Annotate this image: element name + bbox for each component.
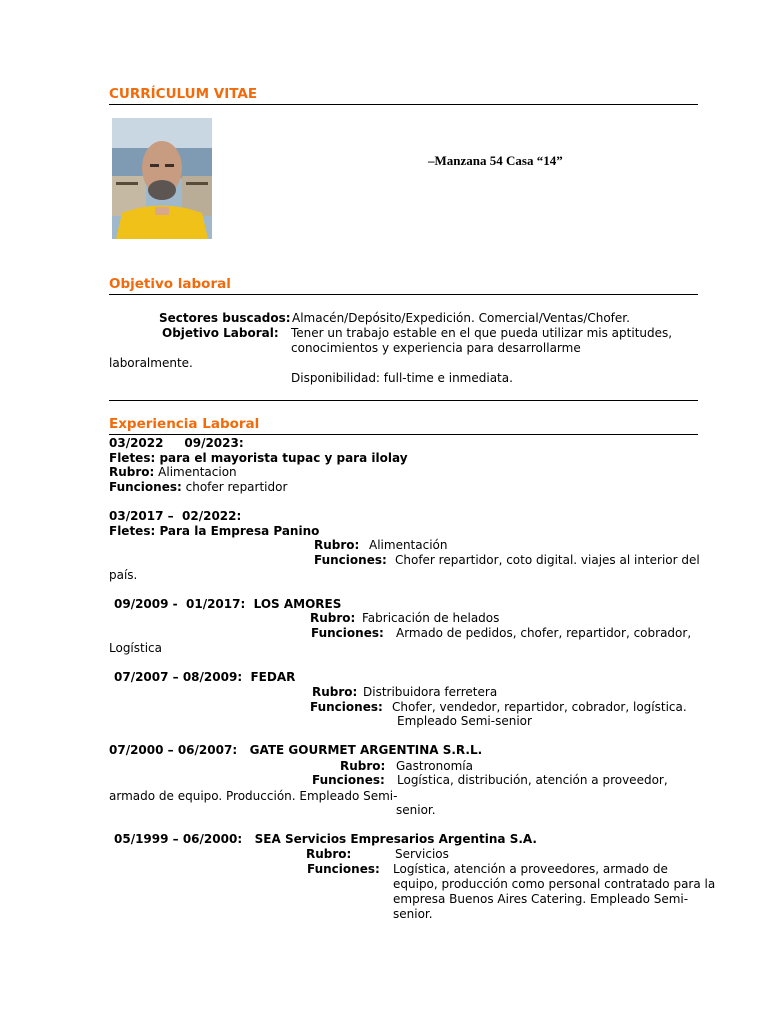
funciones-line-1: Armado de pedidos, chofer, repartidor, cobrador, bbox=[396, 626, 692, 640]
experiencia-heading: Experiencia Laboral bbox=[109, 416, 260, 432]
funciones-line-2: Logística bbox=[109, 641, 163, 655]
rubro-value: Alimentación bbox=[369, 538, 448, 552]
job-funciones bbox=[109, 480, 287, 494]
job-rubro bbox=[109, 465, 237, 479]
funciones-label: Funciones: bbox=[109, 480, 182, 494]
profile-photo-image bbox=[112, 118, 212, 239]
funciones-label: Funciones: bbox=[310, 700, 383, 714]
funciones-line-2: país. bbox=[109, 568, 138, 582]
funciones-line-3: empresa Buenos Aires Catering. Empleado Semi- bbox=[393, 892, 689, 906]
objetivo-line-2: conocimientos y experiencia para desarrollarme bbox=[291, 341, 581, 355]
funciones-line-1: Logística, distribución, atención a proveedor, bbox=[397, 773, 668, 787]
rubro-value: Fabricación de helados bbox=[362, 611, 500, 625]
job-company: Fletes: para el mayorista tupac y para ilolay bbox=[109, 451, 408, 465]
funciones-line-1: Chofer repartidor, coto digital. viajes al interior del bbox=[395, 553, 700, 567]
rubro-label: Rubro: bbox=[109, 465, 155, 479]
title-divider bbox=[109, 104, 698, 105]
experiencia-divider bbox=[109, 434, 698, 435]
objetivo-heading: Objetivo laboral bbox=[109, 276, 231, 292]
rubro-value: Alimentacion bbox=[158, 465, 237, 479]
job-dates: 03/2017 – 02/2022: bbox=[109, 509, 242, 523]
funciones-label: Funciones: bbox=[311, 626, 384, 640]
rubro-label: Rubro: bbox=[310, 611, 356, 625]
sectores-value: Almacén/Depósito/Expedición. Comercial/Ventas/Chofer. bbox=[292, 311, 630, 325]
rubro-label: Rubro: bbox=[340, 759, 386, 773]
job-company: Fletes: Para la Empresa Panino bbox=[109, 524, 320, 538]
job-header: 07/2000 – 06/2007: GATE GOURMET ARGENTINA S.R.L. bbox=[109, 743, 483, 757]
objetivo-line-1: Tener un trabajo estable en el que pueda utilizar mis aptitudes, bbox=[291, 326, 673, 340]
objetivo-line-3: laboralmente. bbox=[109, 356, 193, 370]
rubro-label: Rubro: bbox=[312, 685, 358, 699]
sectores-label: Sectores buscados: bbox=[159, 311, 291, 325]
objetivo-label: Objetivo Laboral: bbox=[162, 326, 279, 340]
funciones-line-2: Empleado Semi-senior bbox=[397, 714, 532, 728]
rubro-value: Gastronomía bbox=[396, 759, 473, 773]
address: –Manzana 54 Casa “14” bbox=[428, 153, 563, 168]
funciones-value: chofer repartidor bbox=[185, 480, 288, 494]
funciones-line-1: Chofer, vendedor, repartidor, cobrador, logística. bbox=[392, 700, 687, 714]
funciones-label: Funciones: bbox=[314, 553, 387, 567]
job-dates: 03/2022 09/2023: bbox=[109, 436, 244, 450]
rubro-label: Rubro: bbox=[306, 847, 352, 861]
disponibilidad: Disponibilidad: full-time e inmediata. bbox=[291, 371, 513, 385]
job-header: 05/1999 – 06/2000: SEA Servicios Empresarios Argentina S.A. bbox=[114, 832, 537, 846]
funciones-line-2: equipo, producción como personal contratado para la bbox=[393, 877, 716, 891]
job-header: 09/2009 - 01/2017: LOS AMORES bbox=[114, 597, 342, 611]
funciones-line-4: senior. bbox=[393, 907, 433, 921]
funciones-line-3: senior. bbox=[396, 803, 436, 817]
profile-photo bbox=[112, 118, 212, 239]
funciones-line-1: Logística, atención a proveedores, armado de bbox=[393, 862, 668, 876]
funciones-line-2: armado de equipo. Producción. Empleado Semi- bbox=[109, 789, 398, 803]
objetivo-bottom-divider bbox=[109, 400, 698, 401]
rubro-value: Servicios bbox=[395, 847, 449, 861]
rubro-value: Distribuidora ferretera bbox=[363, 685, 498, 699]
funciones-label: Funciones: bbox=[312, 773, 385, 787]
cv-title: CURRÍCULUM VITAE bbox=[109, 86, 258, 102]
job-header: 07/2007 – 08/2009: FEDAR bbox=[114, 670, 296, 684]
funciones-label: Funciones: bbox=[307, 862, 380, 876]
rubro-label: Rubro: bbox=[314, 538, 360, 552]
objetivo-divider bbox=[109, 294, 698, 295]
